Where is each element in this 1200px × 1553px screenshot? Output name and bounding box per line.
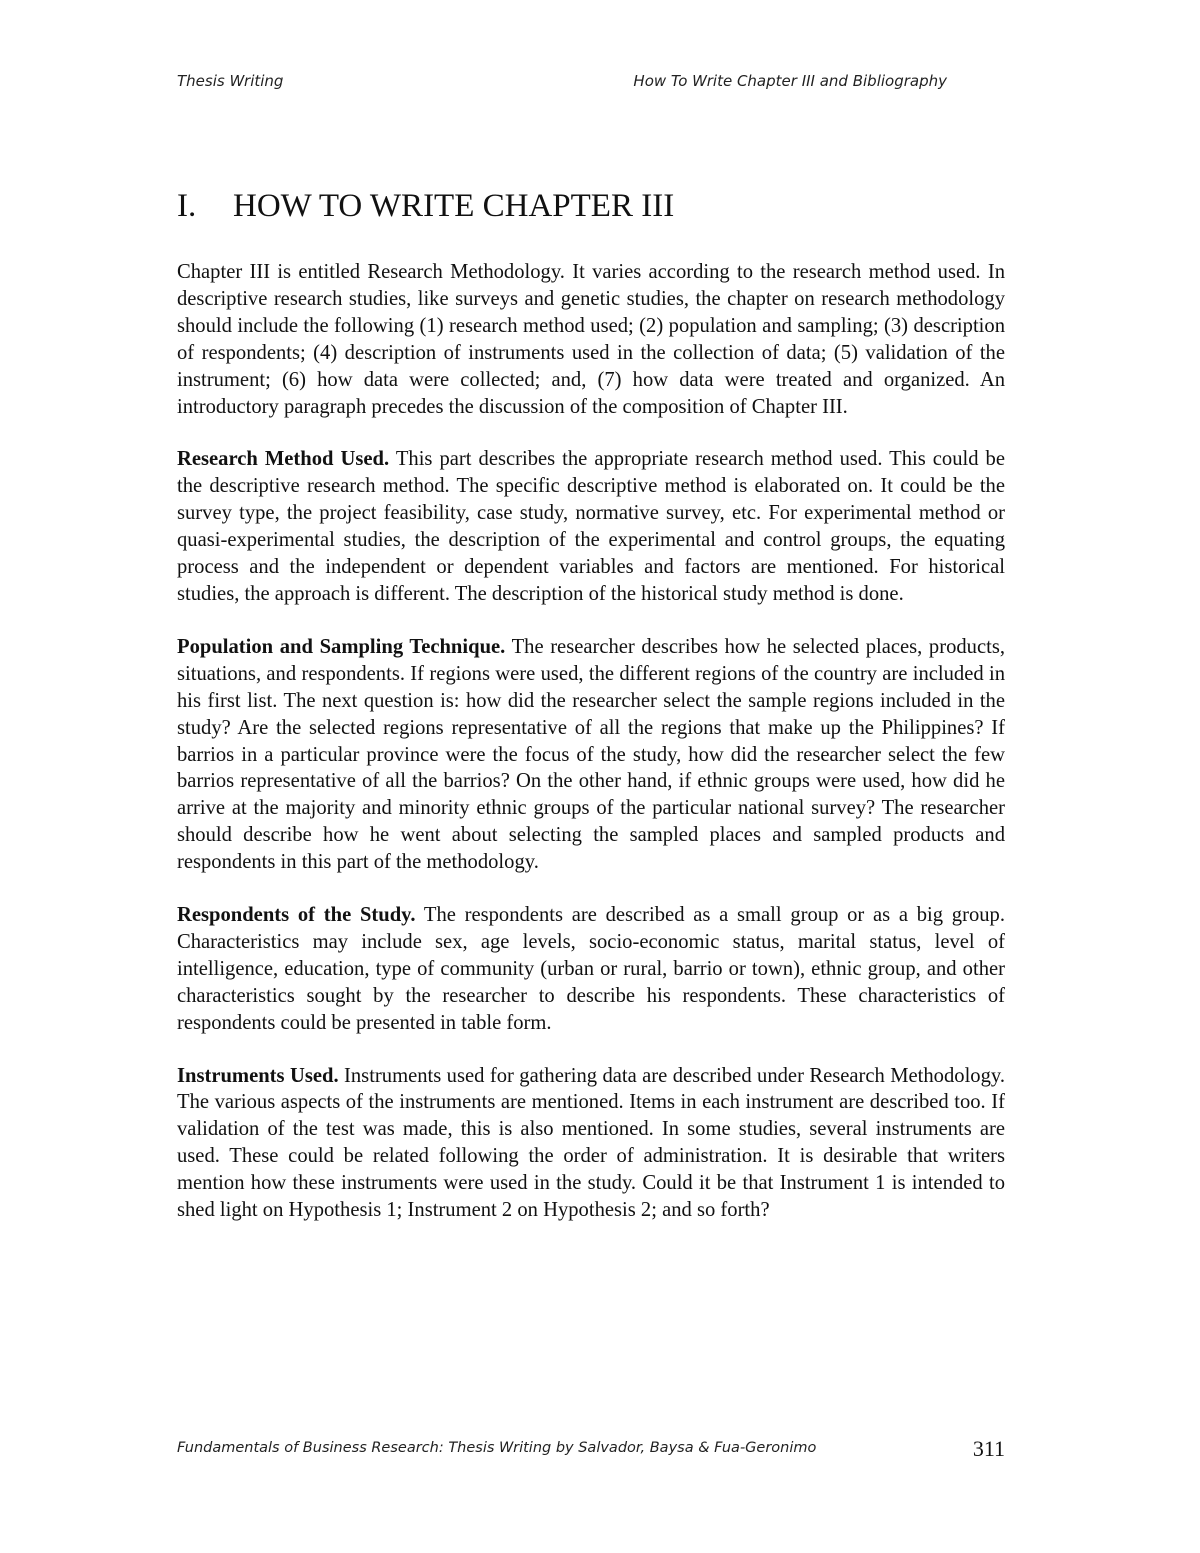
page-body [177, 186, 1005, 1250]
page-number: 311 [972, 1436, 1005, 1461]
intro-paragraph: Chapter III is entitled Research Methodology. It varies according to the research method used. In descriptive research studies, like surveys and genetic studies, the chapter on research methodology should include the following (1) research method used; (2) population and sampling; (3) description of respondents; (4) description of instruments used in the collection of data; (5) validation of the instrument; (6) how data were collected; and, (7) how data were treated and organized. An introductory paragraph precedes the discussion of the composition of Chapter III. [177, 261, 1005, 418]
section-instruments [177, 1063, 1005, 1224]
section-heading: Research Method Used. [177, 448, 390, 471]
section-heading: Instruments Used. [177, 1064, 339, 1087]
section-body: The researcher describes how he selected places, products, situations, and respondents. If regions were used, the different regions of the country are included in his first list. The next question is: how did the researcher select the sample regions included in the study? Are the selected regions representative of all the regions that make up the Philippines? If barrios in a particular province were the focus of the study, how did the researcher select the few barrios representative of all the barrios? On the other hand, if ethnic groups were used, how did he arrive at the majority and minority ethnic groups of the particular national survey? The researcher should describe how he went about selecting the sampled places and sampled products and respondents in this part of the methodology. [177, 635, 1005, 874]
section-population-sampling [177, 634, 1005, 876]
header-book-title: Thesis Writing [177, 72, 284, 90]
footer-citation: Fundamentals of Business Research: Thesis Writing by Salvador, Baysa & Fua-Geronimo [177, 1440, 817, 1456]
running-header [177, 72, 947, 96]
section-body: Instruments used for gathering data are described under Research Methodology. The various aspects of the instruments are mentioned. Items in each instrument are described too. If validation of the test was made, this is also mentioned. In some studies, several instruments are used. These could be related following the order of administration. It is desirable that writers mention how these instruments were used in the study. Could it be that Instrument 1 is intended to shed light on Hypothesis 1; Instrument 2 on Hypothesis 2; and so forth? [177, 1064, 1005, 1222]
chapter-title-text: HOW TO WRITE CHAPTER III [233, 188, 675, 224]
page-footer [177, 1436, 1005, 1466]
section-body: This part describes the appropriate research method used. This could be the descriptive research method. The specific descriptive method is elaborated on. It could be the survey type, the project feasibility, case study, normative survey, etc. For experimental method or quasi-experimental studies, the description of the experimental and control groups, the equating process and the independent or dependent variables and factors are mentioned. For historical studies, the approach is different. The description of the historical study method is done. [177, 448, 1005, 605]
chapter-heading [177, 186, 1005, 226]
section-body: The respondents are described as a small group or as a big group. Characteristics may include sex, age levels, socio-economic status, marital status, level of intelligence, education, type of community (urban or rural, barrio or town), ethnic group, and other characteristics sought by the researcher to describe his respondents. These characteristics of respondents could be presented in table form. [177, 904, 1005, 1034]
section-research-method [177, 446, 1005, 607]
section-heading: Population and Sampling Technique. [177, 635, 506, 658]
header-chapter-title: How To Write Chapter III and Bibliography [633, 72, 947, 90]
section-heading: Respondents of the Study. [177, 904, 416, 927]
chapter-number: I. [177, 188, 197, 224]
section-respondents [177, 902, 1005, 1037]
